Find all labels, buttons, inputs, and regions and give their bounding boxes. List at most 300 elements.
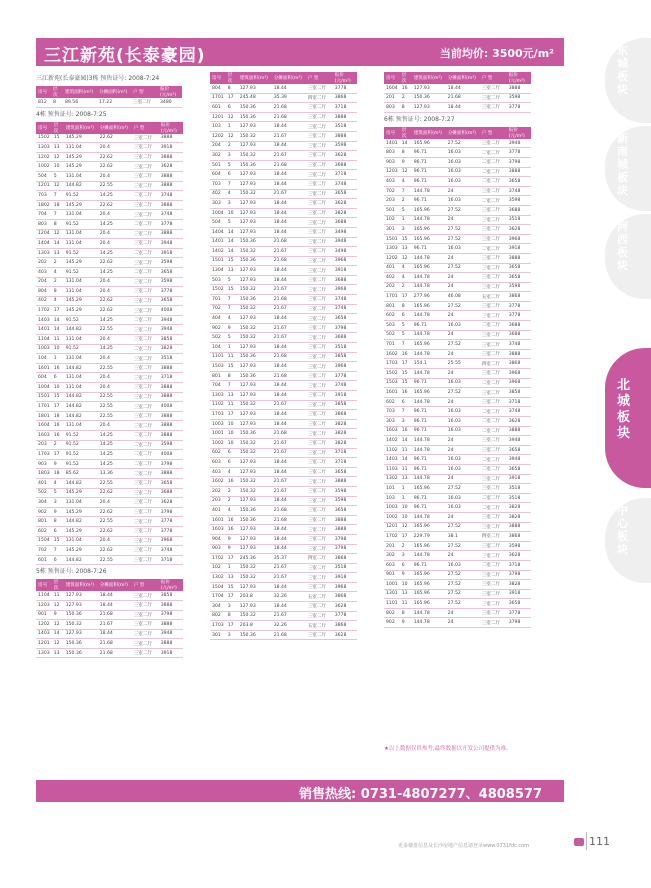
table-row [210,381,357,391]
table-cell: 10 [226,419,238,429]
table-cell: 6 [400,397,412,407]
table-cell: 103 [384,493,400,503]
table-cell: 20.4 [98,373,132,383]
table-cell: 18.44 [272,275,306,285]
table-cell: 165.96 [412,580,446,590]
table-cell: 145.29 [64,546,98,556]
table-cell: 21.67 [272,304,306,314]
table-cell: 1601 [210,515,226,525]
table-cell: 127.93 [238,266,272,276]
table-cell: 3658 [507,599,531,609]
table-cell: 24 [446,273,480,283]
table-cell: 4 [52,478,64,488]
table-cell: 三室二厅 [132,402,159,412]
column-header: 层次 [226,72,238,84]
table-cell: 165.96 [412,541,446,551]
table-cell: 1801 [36,411,52,421]
table-cell: 1002 [210,438,226,448]
table-cell: 20.4 [98,383,132,393]
table-cell: 16.03 [446,426,480,436]
table-cell: 17 [400,359,412,369]
table-row [384,84,531,93]
table-cell: 302 [384,551,400,561]
table-cell: 1 [226,122,238,132]
table-cell: 601 [210,103,226,113]
table-cell: 127.93 [238,84,272,93]
table-cell: 3628 [159,498,183,508]
table-cell: 20.4 [98,239,132,249]
table-cell: 144.82 [64,363,98,373]
table-cell: 3658 [333,467,357,477]
district-tab-label: 新南城板块 [617,132,628,197]
table-cell: 7 [52,210,64,220]
table-cell: 2 [400,93,412,103]
table-cell: 14 [226,237,238,247]
table-row [36,629,183,639]
district-tab-label: 河西板块 [617,220,628,272]
table-cell: 1303 [210,391,226,401]
table-cell: 904 [210,534,226,544]
table-cell: 21.68 [98,610,132,620]
table-cell: 165.96 [412,388,446,398]
table-cell: 127.93 [238,199,272,209]
table-cell: 3748 [333,381,357,391]
table-cell: 165.96 [412,589,446,599]
table-cell: 20.4 [98,229,132,239]
table-cell: 5 [52,171,64,181]
table-row [384,570,531,580]
table-cell: 8 [226,611,238,621]
table-cell: 22.62 [98,134,132,143]
table-cell: 21.68 [272,160,306,170]
table-cell: 三室二厅 [132,526,159,536]
table-cell: 165.96 [412,570,446,580]
table-cell: 144.78 [412,608,446,618]
table-cell: 127.93 [238,496,272,506]
table-cell: 8 [52,287,64,297]
table-cell: 3888 [159,411,183,421]
table-cell: 702 [36,546,52,556]
table-row [210,179,357,189]
column-header: 分摊面积(m²) [272,72,306,84]
table-cell: 二室二厅 [480,244,507,254]
table-cell: 17 [400,532,412,542]
table-cell: 三室二厅 [480,205,507,215]
table-cell: 3948 [159,239,183,249]
table-cell: 18.44 [272,458,306,468]
table-cell: 3948 [507,436,531,446]
column-header: 建筑面积(m²) [64,122,98,134]
table-cell: 二室二厅 [480,426,507,436]
table-cell: 204 [36,277,52,287]
table-cell: 127.93 [238,534,272,544]
table-cell: 3888 [333,112,357,122]
table-row [36,191,183,201]
table-cell: 三室二厅 [306,131,333,141]
table-row [384,541,531,551]
table-cell: 14 [226,227,238,237]
table-cell: 3888 [159,171,183,181]
disclaimer-note: ★以上数据仅供参考,最终数据以开发公司提供为准。 [384,746,512,752]
table-cell: 127.93 [238,582,272,592]
table-cell: 304 [36,498,52,508]
table-cell: 21.67 [272,448,306,458]
table-cell: 1201 [36,181,52,191]
table-row [210,84,357,93]
table-cell: 1403 [36,629,52,639]
table-cell: 201 [384,541,400,551]
table-cell: 22.55 [98,411,132,421]
table-cell: 8 [226,371,238,381]
table-row [384,103,531,113]
table-cell: 3868 [507,359,531,369]
table-cell: 901 [384,570,400,580]
table-cell: 17.22 [97,98,131,107]
table-cell: 7 [52,191,64,201]
table-cell: 三室二厅 [132,536,159,546]
table-cell: 3778 [159,517,183,527]
table-row [384,426,531,436]
table-cell: 504 [210,218,226,228]
table-cell: 603 [384,560,400,570]
table-cell: 3688 [159,488,183,498]
table-cell: 三室二厅 [480,330,507,340]
table-cell: 24 [446,512,480,522]
table-cell: 131.04 [64,536,98,546]
table-row [384,177,531,187]
table-cell: 3798 [159,507,183,517]
table-cell: 三室二厅 [480,282,507,292]
table-cell: 144.82 [64,478,98,488]
table-cell: 三室二厅 [132,296,159,306]
table-cell: 20.4 [98,354,132,364]
table-row [210,400,357,410]
table-cell: 3498 [333,247,357,257]
table-cell: 22.55 [98,478,132,488]
table-row [36,315,183,325]
table-cell: 3688 [333,275,357,285]
table-cell: 三室二厅 [480,263,507,273]
table-cell: 150.36 [238,295,272,305]
table-cell: 10 [226,438,238,448]
table-cell: 18.44 [272,208,306,218]
table-cell: 202 [210,486,226,496]
table-cell: 27.52 [446,205,480,215]
table-cell: 150.32 [238,438,272,448]
table-cell: 18.44 [98,629,132,639]
table-cell: 150.32 [238,573,272,583]
table-row [36,536,183,546]
table-cell: 三室二厅 [132,287,159,297]
table-cell: 24 [446,551,480,561]
table-cell: 18.44 [272,218,306,228]
table-cell: 3888 [159,469,183,479]
table-cell: 12 [400,522,412,532]
table-cell: 三室二厅 [480,551,507,561]
table-cell: 1602 [384,349,400,359]
table-cell: 1 [400,484,412,494]
table-row [384,532,531,542]
table-cell: 101 [384,484,400,494]
column-header: 报价(元/m²) [158,86,182,98]
table-cell: 402 [384,273,400,283]
table-cell: 144.78 [412,273,446,283]
table-cell: 14.25 [98,219,132,229]
table-cell: 3968 [333,285,357,295]
table-cell: 20.4 [98,536,132,546]
table-cell: 三室二厅 [306,285,333,295]
table-cell: 1602 [210,477,226,487]
table-row [36,344,183,354]
header-banner [36,38,564,66]
table-cell: 27.52 [446,301,480,311]
table-header-row [36,122,183,134]
table-cell: 3518 [159,354,183,364]
table-cell: 1101 [384,599,400,609]
table-cell: 17 [226,592,238,602]
table-cell: 3888 [159,229,183,239]
table-cell: 1502 [384,369,400,379]
district-tab[interactable] [605,498,651,583]
table-cell: 4008 [159,306,183,316]
table-cell: 8 [400,301,412,311]
table-cell: 三室二厅 [132,258,159,268]
table-cell: 三室二厅 [306,362,333,372]
column-header: 报价(元/m²) [159,122,183,134]
table-cell: 11 [52,591,64,600]
table-cell: 三室二厅 [306,343,333,353]
table-cell: 96.71 [412,196,446,206]
table-row [210,314,357,324]
table-cell: 9 [226,534,238,544]
table-cell: 1701 [384,292,400,302]
table-row [36,239,183,249]
table-cell: 150.32 [238,486,272,496]
table-cell: 三室二厅 [306,275,333,285]
table-cell: 三室二厅 [480,445,507,455]
table-cell: 3688 [333,218,357,228]
table-cell: 3778 [333,611,357,621]
table-cell: 21.67 [272,247,306,257]
table-cell: 三室二厅 [132,152,159,162]
table-cell: 203 [384,196,400,206]
table-cell: 3628 [333,199,357,209]
table-cell: 22.55 [98,555,132,565]
table-cell: 三室二厅 [132,639,159,649]
table-cell: 4008 [159,450,183,460]
house-icon [574,838,584,846]
table-cell: 四室二厅 [480,359,507,369]
table-cell: 801 [36,517,52,527]
table-cell: 18.44 [272,266,306,276]
table-cell: 2 [52,440,64,450]
sales-hotline: 销售热线: 0731-4807277、4808577 [299,787,542,802]
table-cell: 14.25 [98,344,132,354]
table-row [36,431,183,441]
table-cell: 21.67 [272,131,306,141]
table-cell: 三室二厅 [132,171,159,181]
column-header: 户 型 [306,72,333,84]
table-cell: 三室二厅 [132,383,159,393]
table-cell: 131.04 [64,210,98,220]
table-cell: 21.67 [272,400,306,410]
table-row [210,630,357,640]
table-cell: 三室二厅 [306,448,333,458]
district-tab[interactable] [605,214,651,299]
table-cell: 3628 [159,162,183,172]
table-row [36,363,183,373]
table-row [36,306,183,316]
table-cell: 502 [384,330,400,340]
district-tab[interactable] [605,126,651,211]
table-cell: 144.78 [412,253,446,263]
table-cell: 3658 [507,177,531,187]
table-cell: 150.32 [238,400,272,410]
column-header: 房号 [36,86,51,98]
table-row [36,229,183,239]
table-cell: 145.29 [64,162,98,172]
table-cell: 20.4 [98,421,132,431]
table-cell: 24 [446,436,480,446]
table-cell: 12 [52,639,64,649]
table-cell: 三室二厅 [132,325,159,335]
table-cell: 三室二厅 [132,373,159,383]
table-cell: 二室二厅 [132,248,159,258]
table-cell: 150.32 [238,304,272,314]
table-cell: 16.03 [446,177,480,187]
table-row [210,554,357,564]
table-cell: 96.71 [412,503,446,513]
table-cell: 13.36 [98,469,132,479]
table-cell: 24 [446,253,480,263]
table-cell: 127.93 [412,103,446,113]
table-cell: 150.36 [64,648,98,658]
district-tab[interactable] [605,38,651,123]
table-cell: 21.68 [272,506,306,516]
table-header-row [36,86,182,98]
table-cell: 3888 [159,152,183,162]
table-cell: 三室二厅 [132,335,159,345]
table-cell: 3888 [507,522,531,532]
table-cell: 502 [36,488,52,498]
table-cell: 三室二厅 [480,253,507,263]
table-row [210,141,357,151]
price-table [210,72,357,640]
table-cell: 3948 [159,315,183,325]
table-cell: 1003 [36,344,52,354]
table-cell: 1503 [210,362,226,372]
table-header-row [210,72,357,84]
table-row [210,506,357,516]
table-cell: 9 [400,157,412,167]
table-cell: 18.44 [272,170,306,180]
table-cell: 5 [226,218,238,228]
table-cell: 27.52 [446,388,480,398]
table-cell: 403 [384,177,400,187]
table-cell: 131.04 [64,143,98,153]
table-cell: 三室二厅 [306,400,333,410]
table-cell: 3968 [333,362,357,372]
table-cell: 3658 [507,263,531,273]
table-cell: 150.36 [238,515,272,525]
table-cell: 21.68 [272,429,306,439]
table-cell: 21.68 [272,352,306,362]
table-cell: 13 [226,266,238,276]
table-cell: 3658 [159,296,183,306]
table-row [36,639,183,649]
table-row [210,122,357,132]
column-header: 建筑面积(m²) [238,72,272,84]
table-cell: 五室二厅 [306,621,333,631]
table-cell: 804 [36,287,52,297]
table-row [384,301,531,311]
table-cell: 22.62 [98,507,132,517]
table-cell: 二室二厅 [480,167,507,177]
table-cell: 22.62 [98,526,132,536]
table-cell: 15 [226,362,238,372]
table-cell: 三室二厅 [132,277,159,287]
table-cell: 96.71 [412,493,446,503]
table-cell: 三室二厅 [306,122,333,132]
table-cell: 5 [400,205,412,215]
table-row [36,267,183,277]
table-cell: 96.71 [412,464,446,474]
table-cell: 二室二厅 [480,148,507,158]
table-row [384,282,531,292]
table-row [210,266,357,276]
table-cell: 15 [52,392,64,402]
column-header: 分摊面积(m²) [446,72,480,84]
table-cell: 二室二厅 [480,417,507,427]
table-cell: 21.68 [272,515,306,525]
table-cell: 22.62 [98,296,132,306]
column-header: 报价(元/m²) [507,127,531,139]
table-cell: 三室二厅 [132,181,159,191]
table-cell: 22.55 [98,517,132,527]
district-tab-label: 中心板块 [617,504,628,556]
table-cell: 3598 [507,541,531,551]
table-cell: 1503 [384,378,400,388]
table-row [210,275,357,285]
table-cell: 96.71 [412,167,446,177]
table-cell: 150.36 [238,256,272,266]
table-row [36,469,183,479]
table-cell: 1403 [36,315,52,325]
table-cell: 3598 [507,282,531,292]
table-cell: 21.68 [98,639,132,649]
table-cell: 1102 [384,445,400,455]
table-cell: 三室二厅 [132,555,159,565]
table-cell: 6 [52,555,64,565]
table-cell: 96.71 [412,244,446,254]
table-cell: 21.67 [272,438,306,448]
column-header: 房号 [384,72,400,84]
table-row [36,450,183,460]
table-cell: 三室二厅 [306,179,333,189]
table-cell: 35.37 [272,554,306,564]
table-cell: 3718 [159,555,183,565]
table-cell: 三室二厅 [306,544,333,554]
table-cell: 3778 [159,287,183,297]
table-cell: 145.29 [64,488,98,498]
table-cell: 1002 [36,162,52,172]
table-cell: 18.44 [98,591,132,600]
table-cell: 二室二厅 [132,191,159,201]
table-cell: 131.04 [64,498,98,508]
district-tab[interactable] [605,348,651,488]
table-cell: 144.82 [64,325,98,335]
table-cell: 144.78 [412,551,446,561]
